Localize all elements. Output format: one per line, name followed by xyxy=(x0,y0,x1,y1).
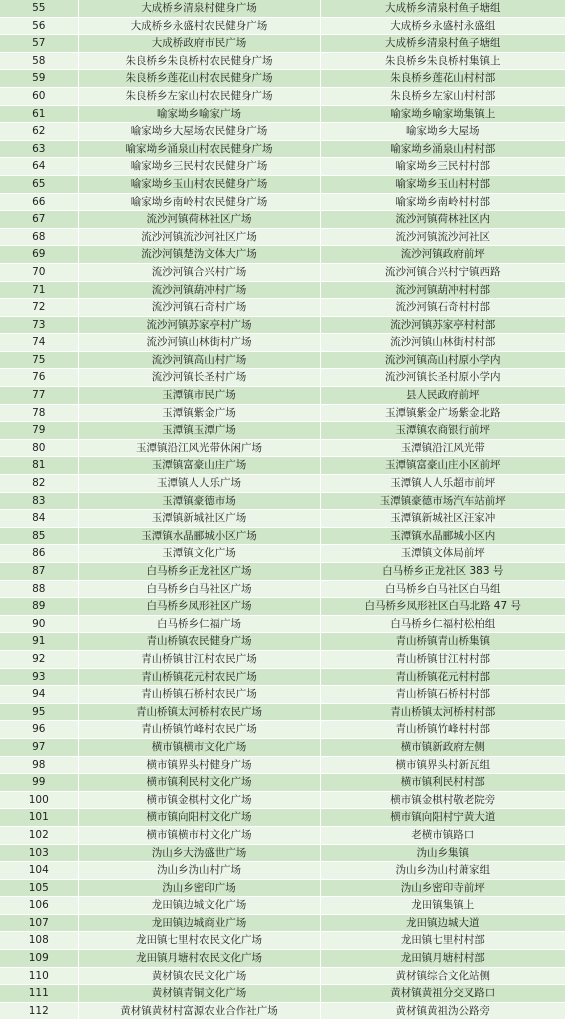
table-row xyxy=(0,932,565,950)
row-number: 104 xyxy=(0,862,78,880)
plaza-address: 玉潭镇水晶郦城小区内 xyxy=(320,527,565,545)
table-row xyxy=(0,123,565,141)
plaza-address: 流沙河镇合兴村宁镇西路 xyxy=(320,263,565,281)
plaza-address: 沩山乡集镇 xyxy=(320,844,565,862)
plaza-address: 龙田镇月塘村村部 xyxy=(320,950,565,968)
plaza-address: 玉潭镇紫金广场紫金北路 xyxy=(320,404,565,422)
plaza-name: 龙田镇边城文化广场 xyxy=(78,897,320,915)
plaza-address: 大成桥乡清泉村鱼子塘组 xyxy=(320,0,565,17)
plaza-address: 龙田镇七里村村部 xyxy=(320,932,565,950)
plaza-name: 白马桥乡白马社区广场 xyxy=(78,580,320,598)
table-row xyxy=(0,87,565,105)
table-row xyxy=(0,668,565,686)
plaza-address: 流沙河镇苏家亭村村部 xyxy=(320,316,565,334)
plaza-name: 流沙河镇山林街村广场 xyxy=(78,334,320,352)
table-row xyxy=(0,756,565,774)
plaza-address: 玉潭镇人人乐超市前坪 xyxy=(320,475,565,493)
table-row xyxy=(0,334,565,352)
row-number: 85 xyxy=(0,527,78,545)
table-row xyxy=(0,527,565,545)
plaza-name: 横市镇金棋村文化广场 xyxy=(78,791,320,809)
row-number: 60 xyxy=(0,87,78,105)
plaza-name: 白马桥乡凤形社区广场 xyxy=(78,598,320,616)
row-number: 90 xyxy=(0,615,78,633)
row-number: 69 xyxy=(0,246,78,264)
table-row xyxy=(0,492,565,510)
plaza-name: 玉潭镇新城社区广场 xyxy=(78,510,320,528)
table-row xyxy=(0,844,565,862)
plaza-address: 龙田镇集镇上 xyxy=(320,897,565,915)
plaza-name: 玉潭镇文化广场 xyxy=(78,545,320,563)
plaza-name: 流沙河镇长圣村广场 xyxy=(78,369,320,387)
table-row xyxy=(0,791,565,809)
row-number: 77 xyxy=(0,387,78,405)
plaza-address: 喻家坳乡喻家坳集镇上 xyxy=(320,105,565,123)
plaza-address: 喻家坳乡涌泉山村村部 xyxy=(320,140,565,158)
plaza-name: 玉潭镇沿江风光带休闲广场 xyxy=(78,439,320,457)
plaza-name: 沩山乡密印广场 xyxy=(78,879,320,897)
table-row xyxy=(0,738,565,756)
plaza-address: 流沙河镇政府前坪 xyxy=(320,246,565,264)
table-row xyxy=(0,52,565,70)
plaza-name: 流沙河镇楚沩文体大广场 xyxy=(78,246,320,264)
row-number: 70 xyxy=(0,263,78,281)
table-row xyxy=(0,140,565,158)
table-row xyxy=(0,598,565,616)
table-row xyxy=(0,17,565,35)
table-row xyxy=(0,862,565,880)
row-number: 87 xyxy=(0,563,78,581)
row-number: 92 xyxy=(0,650,78,668)
table-row xyxy=(0,475,565,493)
plaza-name: 黄材镇青铜文化广场 xyxy=(78,985,320,1003)
plaza-address: 大成桥乡清泉村鱼子塘组 xyxy=(320,35,565,53)
plaza-address: 流沙河镇荷林社区内 xyxy=(320,211,565,229)
plaza-name: 玉潭镇紫金广场 xyxy=(78,404,320,422)
row-number: 108 xyxy=(0,932,78,950)
row-number: 71 xyxy=(0,281,78,299)
plaza-name: 喻家坳乡大屋场农民健身广场 xyxy=(78,123,320,141)
plaza-address: 喻家坳乡南岭村村部 xyxy=(320,193,565,211)
table-row xyxy=(0,985,565,1003)
plaza-address: 白马桥乡仁福村松柏组 xyxy=(320,615,565,633)
plaza-address: 沩山乡沩山村萧家组 xyxy=(320,862,565,880)
plaza-name: 玉潭镇市民广场 xyxy=(78,387,320,405)
plaza-name: 流沙河镇高山村广场 xyxy=(78,351,320,369)
plaza-address: 玉潭镇文体局前坪 xyxy=(320,545,565,563)
plaza-address: 黄材镇黄祖分交叉路口 xyxy=(320,985,565,1003)
plaza-address: 黄材镇黄祖沩公路旁 xyxy=(320,1002,565,1020)
table-row xyxy=(0,633,565,651)
plaza-address: 横市镇界头村新瓦组 xyxy=(320,756,565,774)
table-row xyxy=(0,914,565,932)
plaza-name: 龙田镇边城商业广场 xyxy=(78,914,320,932)
plaza-name: 龙田镇七里村农民文化广场 xyxy=(78,932,320,950)
plaza-address: 流沙河镇高山村原小学内 xyxy=(320,351,565,369)
plaza-address: 玉潭镇豪德市场汽车站前坪 xyxy=(320,492,565,510)
plaza-name: 横市镇横市村文化广场 xyxy=(78,826,320,844)
table-row xyxy=(0,158,565,176)
row-number: 101 xyxy=(0,809,78,827)
plaza-address: 流沙河镇长圣村原小学内 xyxy=(320,369,565,387)
row-number: 93 xyxy=(0,668,78,686)
plaza-name: 玉潭镇玉潭广场 xyxy=(78,422,320,440)
plaza-address: 流沙河镇山林街村村部 xyxy=(320,334,565,352)
row-number: 61 xyxy=(0,105,78,123)
plaza-address: 龙田镇边城大道 xyxy=(320,914,565,932)
row-number: 88 xyxy=(0,580,78,598)
plaza-address: 横市镇金棋村敬老院旁 xyxy=(320,791,565,809)
row-number: 59 xyxy=(0,70,78,88)
plaza-address: 玉潭镇农商银行前坪 xyxy=(320,422,565,440)
row-number: 102 xyxy=(0,826,78,844)
row-number: 96 xyxy=(0,721,78,739)
table-row xyxy=(0,387,565,405)
row-number: 83 xyxy=(0,492,78,510)
table-row xyxy=(0,879,565,897)
plaza-name: 大成桥乡清泉村健身广场 xyxy=(78,0,320,17)
plaza-address: 横市镇向阳村宁黄大道 xyxy=(320,809,565,827)
row-number: 57 xyxy=(0,35,78,53)
plaza-address: 青山桥镇太河桥村村部 xyxy=(320,703,565,721)
plaza-name: 流沙河镇石奇村广场 xyxy=(78,299,320,317)
table-row xyxy=(0,545,565,563)
plaza-address: 朱良桥乡左家山村村部 xyxy=(320,87,565,105)
plaza-address: 青山桥镇竹峰村村部 xyxy=(320,721,565,739)
table-row xyxy=(0,950,565,968)
table-row xyxy=(0,70,565,88)
row-number: 95 xyxy=(0,703,78,721)
plaza-address: 县人民政府前坪 xyxy=(320,387,565,405)
row-number: 112 xyxy=(0,1002,78,1020)
table-row xyxy=(0,967,565,985)
plaza-address: 沩山乡密印寺前坪 xyxy=(320,879,565,897)
row-number: 67 xyxy=(0,211,78,229)
plaza-address: 横市镇新政府左侧 xyxy=(320,738,565,756)
row-number: 58 xyxy=(0,52,78,70)
plaza-name: 玉潭镇豪德市场 xyxy=(78,492,320,510)
plaza-address: 黄材镇综合文化站侧 xyxy=(320,967,565,985)
plaza-name: 黄材镇黄材村富源农业合作社广场 xyxy=(78,1002,320,1020)
plaza-name: 朱良桥乡莲花山村农民健身广场 xyxy=(78,70,320,88)
table-row xyxy=(0,457,565,475)
plaza-address: 青山桥镇花元村村部 xyxy=(320,668,565,686)
table-row xyxy=(0,580,565,598)
plaza-name: 流沙河镇荷林社区广场 xyxy=(78,211,320,229)
row-number: 110 xyxy=(0,967,78,985)
row-number: 63 xyxy=(0,140,78,158)
table-row xyxy=(0,650,565,668)
plaza-address: 青山桥镇石桥村村部 xyxy=(320,686,565,704)
table-row xyxy=(0,351,565,369)
plaza-name: 青山桥镇太河桥村农民广场 xyxy=(78,703,320,721)
plaza-address: 大成桥乡永盛村永盛组 xyxy=(320,17,565,35)
plaza-name: 玉潭镇富豪山庄广场 xyxy=(78,457,320,475)
row-number: 55 xyxy=(0,0,78,17)
row-number: 98 xyxy=(0,756,78,774)
plaza-name: 青山桥镇农民健身广场 xyxy=(78,633,320,651)
table-row xyxy=(0,686,565,704)
plaza-name: 喻家坳乡玉山村农民健身广场 xyxy=(78,175,320,193)
row-number: 105 xyxy=(0,879,78,897)
row-number: 56 xyxy=(0,17,78,35)
table-row xyxy=(0,281,565,299)
table-row xyxy=(0,615,565,633)
row-number: 81 xyxy=(0,457,78,475)
plaza-name: 喻家坳乡南岭村农民健身广场 xyxy=(78,193,320,211)
plaza-address: 喻家坳乡玉山村村部 xyxy=(320,175,565,193)
table-row xyxy=(0,809,565,827)
row-number: 65 xyxy=(0,175,78,193)
plaza-name: 青山桥镇竹峰村农民广场 xyxy=(78,721,320,739)
row-number: 74 xyxy=(0,334,78,352)
row-number: 106 xyxy=(0,897,78,915)
table-row xyxy=(0,246,565,264)
table-row xyxy=(0,105,565,123)
plaza-address: 白马桥乡正龙社区 383 号 xyxy=(320,563,565,581)
table-row xyxy=(0,1002,565,1020)
plaza-name: 喻家坳乡三民村农民健身广场 xyxy=(78,158,320,176)
table-row xyxy=(0,404,565,422)
plaza-name: 沩山乡沩山村广场 xyxy=(78,862,320,880)
plaza-name: 横市镇向阳村文化广场 xyxy=(78,809,320,827)
plaza-name: 玉潭镇水晶郦城小区广场 xyxy=(78,527,320,545)
row-number: 99 xyxy=(0,774,78,792)
table-row xyxy=(0,316,565,334)
table-row xyxy=(0,228,565,246)
plaza-name: 喻家坳乡涌泉山村农民健身广场 xyxy=(78,140,320,158)
table-row xyxy=(0,0,565,17)
row-number: 94 xyxy=(0,686,78,704)
row-number: 89 xyxy=(0,598,78,616)
plaza-address: 流沙河镇石奇村村部 xyxy=(320,299,565,317)
plaza-name: 玉潭镇人人乐广场 xyxy=(78,475,320,493)
row-number: 66 xyxy=(0,193,78,211)
table-row xyxy=(0,774,565,792)
plaza-address: 玉潭镇新城社区汪家冲 xyxy=(320,510,565,528)
plaza-name: 流沙河镇苏家亭村广场 xyxy=(78,316,320,334)
plaza-name: 白马桥乡仁福广场 xyxy=(78,615,320,633)
row-number: 64 xyxy=(0,158,78,176)
table-row xyxy=(0,211,565,229)
plaza-address: 朱良桥乡莲花山村村部 xyxy=(320,70,565,88)
row-number: 79 xyxy=(0,422,78,440)
table-row xyxy=(0,175,565,193)
row-number: 84 xyxy=(0,510,78,528)
table-row xyxy=(0,510,565,528)
table-row xyxy=(0,439,565,457)
plaza-address: 老横市镇路口 xyxy=(320,826,565,844)
row-number: 73 xyxy=(0,316,78,334)
plaza-address: 玉潭镇富豪山庄小区前坪 xyxy=(320,457,565,475)
plaza-name: 青山桥镇石桥村农民广场 xyxy=(78,686,320,704)
plaza-address: 白马桥乡白马社区白马组 xyxy=(320,580,565,598)
row-number: 80 xyxy=(0,439,78,457)
row-number: 76 xyxy=(0,369,78,387)
table-row xyxy=(0,703,565,721)
plaza-name: 青山桥镇花元村农民广场 xyxy=(78,668,320,686)
plaza-address: 玉潭镇沿江风光带 xyxy=(320,439,565,457)
plaza-name: 横市镇利民村文化广场 xyxy=(78,774,320,792)
table-row xyxy=(0,721,565,739)
plaza-name: 喻家坳乡喻家广场 xyxy=(78,105,320,123)
row-number: 78 xyxy=(0,404,78,422)
table-row xyxy=(0,897,565,915)
plaza-address: 喻家坳乡大屋场 xyxy=(320,123,565,141)
row-number: 72 xyxy=(0,299,78,317)
plaza-name: 沩山乡大沩盛世广场 xyxy=(78,844,320,862)
table-row xyxy=(0,299,565,317)
row-number: 68 xyxy=(0,228,78,246)
plaza-address: 流沙河镇流沙河社区 xyxy=(320,228,565,246)
plaza-address: 白马桥乡凤形社区白马北路 47 号 xyxy=(320,598,565,616)
plaza-address: 青山桥镇青山桥集镇 xyxy=(320,633,565,651)
row-number: 107 xyxy=(0,914,78,932)
plaza-address: 流沙河镇葫冲村村部 xyxy=(320,281,565,299)
plaza-name: 朱良桥乡朱良桥村农民健身广场 xyxy=(78,52,320,70)
row-number: 62 xyxy=(0,123,78,141)
row-number: 75 xyxy=(0,351,78,369)
row-number: 100 xyxy=(0,791,78,809)
plaza-name: 黄材镇农民文化广场 xyxy=(78,967,320,985)
row-number: 111 xyxy=(0,985,78,1003)
row-number: 97 xyxy=(0,738,78,756)
plaza-name: 流沙河镇葫冲村广场 xyxy=(78,281,320,299)
table-row xyxy=(0,826,565,844)
row-number: 109 xyxy=(0,950,78,968)
row-number: 91 xyxy=(0,633,78,651)
plaza-address: 朱良桥乡朱良桥村集镇上 xyxy=(320,52,565,70)
plaza-name: 大成桥乡永盛村农民健身广场 xyxy=(78,17,320,35)
table-row xyxy=(0,369,565,387)
plaza-address: 青山桥镇甘江村村部 xyxy=(320,650,565,668)
table-row xyxy=(0,422,565,440)
plaza-name: 青山桥镇甘江村农民广场 xyxy=(78,650,320,668)
plaza-name: 横市镇横市文化广场 xyxy=(78,738,320,756)
plaza-address: 横市镇利民村村部 xyxy=(320,774,565,792)
table-row xyxy=(0,263,565,281)
row-number: 103 xyxy=(0,844,78,862)
plaza-name: 横市镇界头村健身广场 xyxy=(78,756,320,774)
table-row xyxy=(0,193,565,211)
plaza-address: 喻家坳乡三民村村部 xyxy=(320,158,565,176)
table-row xyxy=(0,35,565,53)
row-number: 86 xyxy=(0,545,78,563)
plaza-name: 白马桥乡正龙社区广场 xyxy=(78,563,320,581)
plaza-name: 大成桥政府市民广场 xyxy=(78,35,320,53)
plaza-name: 流沙河镇流沙河社区广场 xyxy=(78,228,320,246)
plaza-name: 龙田镇月塘村农民文化广场 xyxy=(78,950,320,968)
table-row xyxy=(0,563,565,581)
row-number: 82 xyxy=(0,475,78,493)
plaza-name: 朱良桥乡左家山村农民健身广场 xyxy=(78,87,320,105)
plaza-name: 流沙河镇合兴村广场 xyxy=(78,263,320,281)
